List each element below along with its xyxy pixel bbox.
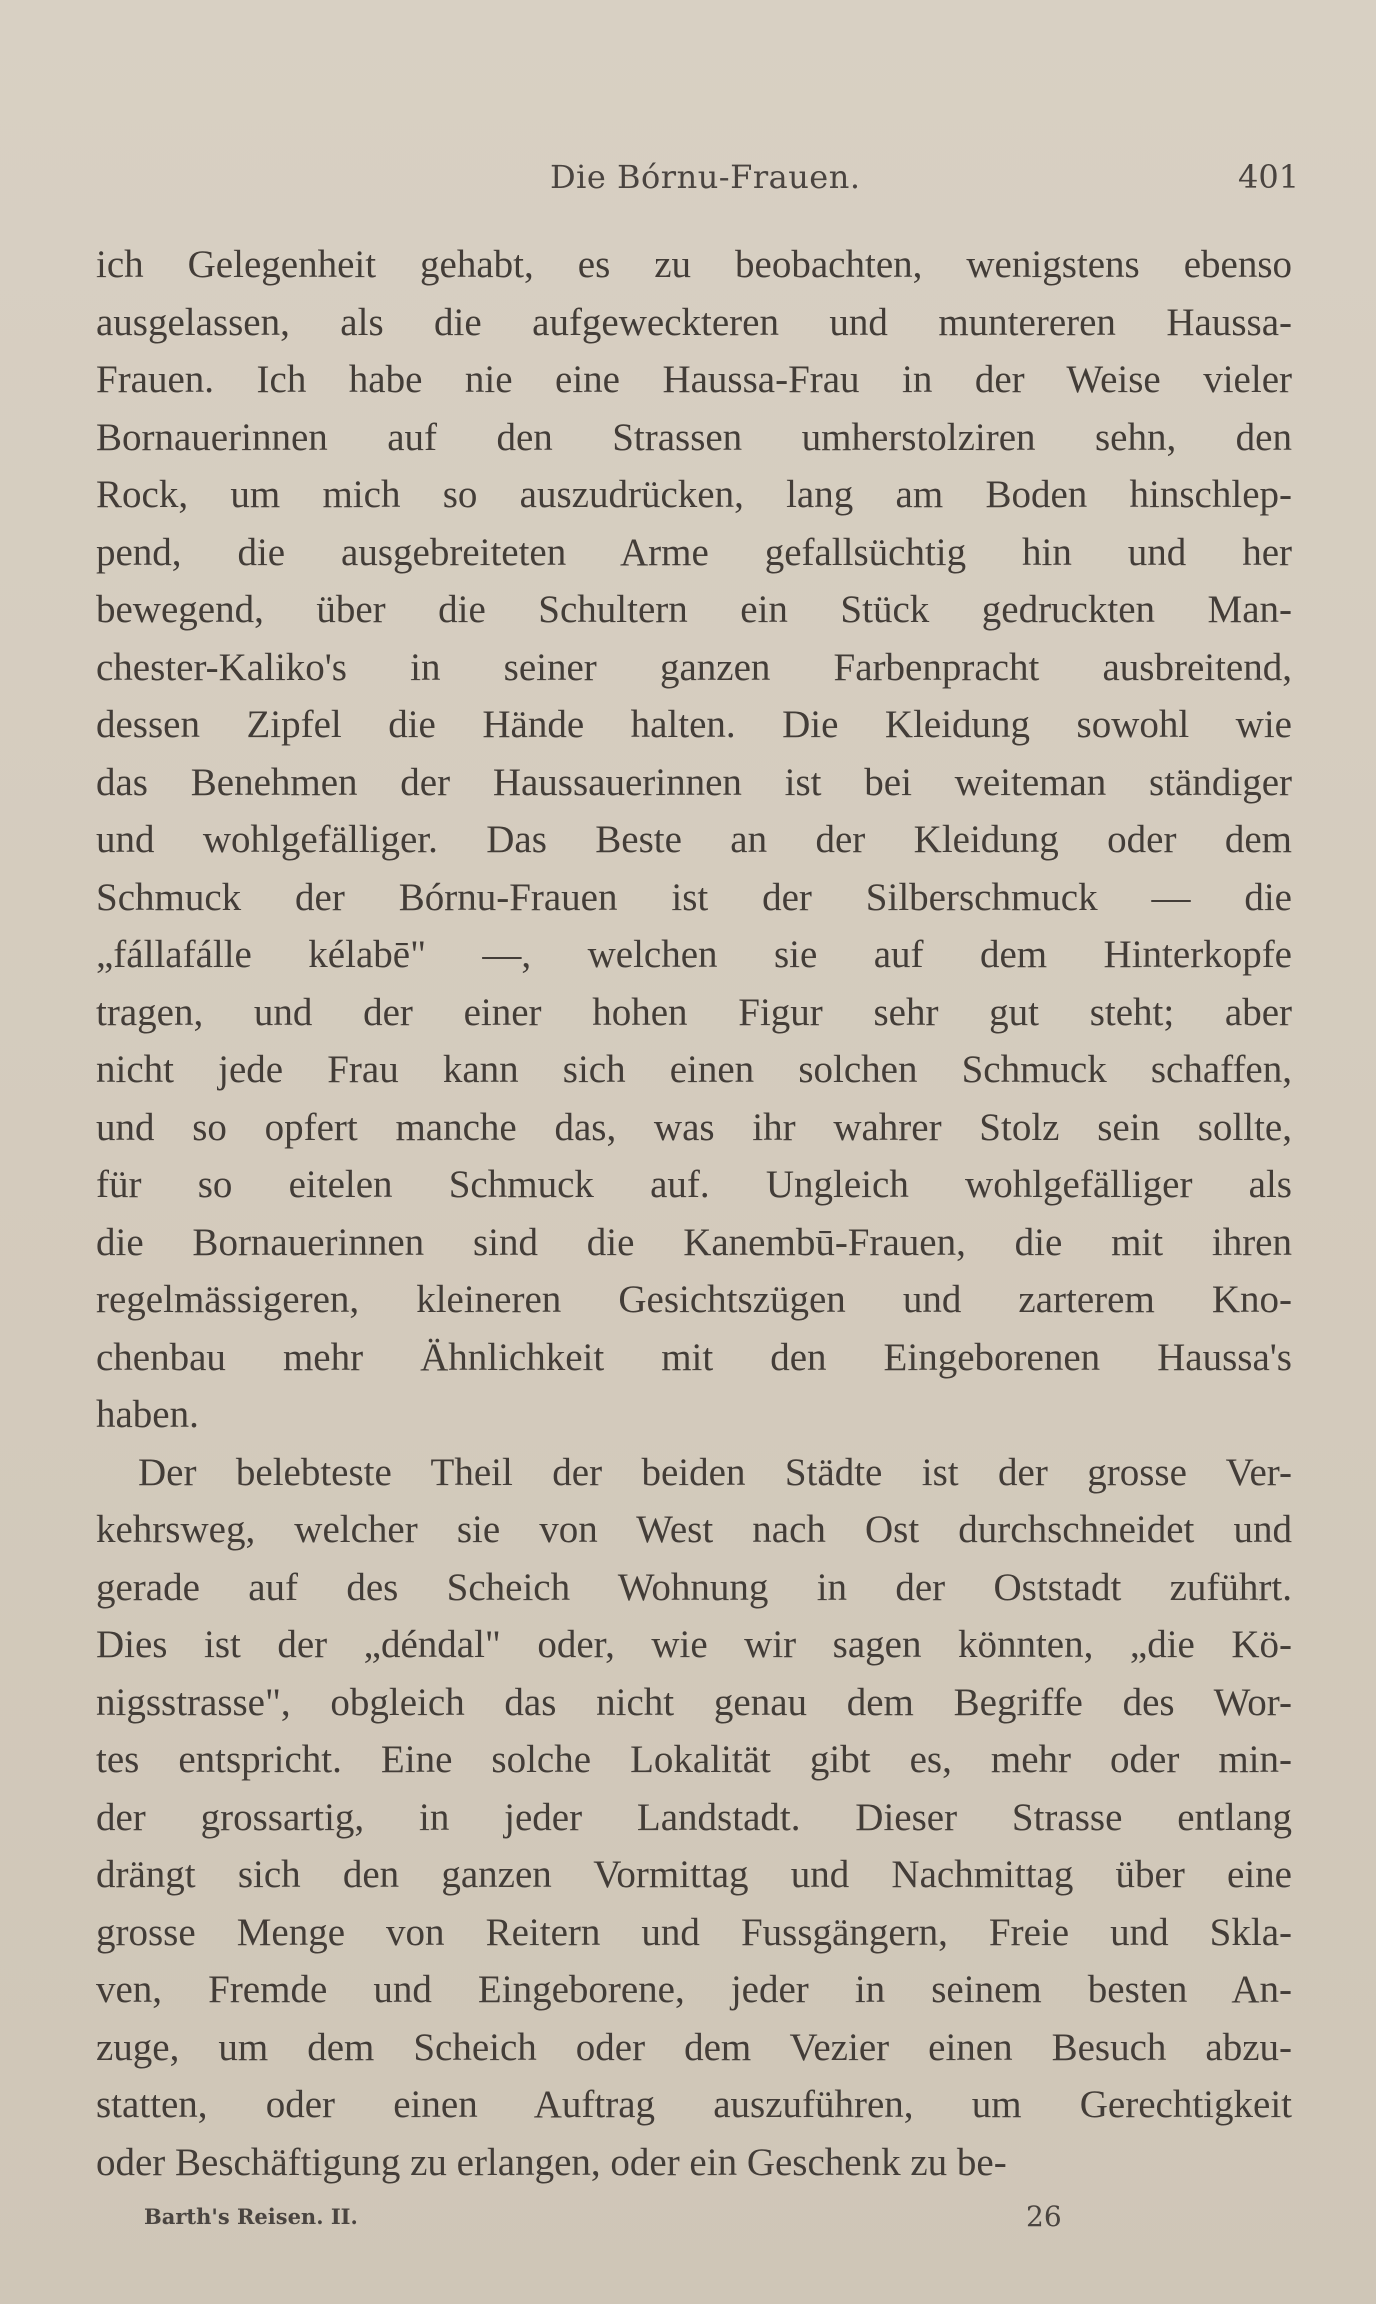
- text-line: Dies ist der „déndal" oder, wie wir sagen könnten, „die Kö-: [96, 1623, 1292, 1666]
- running-title: Die Bórnu-Frauen.: [550, 158, 861, 196]
- text-line: haben.: [96, 1393, 199, 1436]
- text-line: zuge, um dem Scheich oder dem Vezier einen Besuch abzu-: [96, 2025, 1292, 2069]
- text-line: ausgelassen, als die aufgeweckteren und muntereren Haussa-: [96, 300, 1292, 344]
- text-line: und wohlgefälliger. Das Beste an der Kleidung oder dem: [96, 818, 1292, 861]
- text-line: Der belebteste Theil der beiden Städte ist der grosse Ver-: [138, 1450, 1292, 1494]
- text-line: kehrsweg, welcher sie von West nach Ost durchschneidet und: [96, 1508, 1292, 1551]
- text-line: dessen Zipfel die Hände halten. Die Kleidung sowohl wie: [96, 703, 1292, 746]
- page-header: [0, 158, 1376, 202]
- text-line: tes entspricht. Eine solche Lokalität gibt es, mehr oder min-: [96, 1738, 1292, 1781]
- text-line: chenbau mehr Ähnlichkeit mit den Eingeborenen Haussa's: [96, 1335, 1292, 1379]
- text-line: grosse Menge von Reitern und Fussgängern, Freie und Skla-: [96, 1910, 1292, 1954]
- text-line: das Benehmen der Haussauerinnen ist bei weiteman ständiger: [96, 760, 1292, 804]
- signature-mark: Barth's Reisen. II.: [144, 2204, 358, 2229]
- text-line: ich Gelegenheit gehabt, es zu beobachten, wenigstens ebenso: [96, 243, 1292, 286]
- text-line: Frauen. Ich habe nie eine Haussa-Frau in der Weise vieler: [96, 358, 1292, 401]
- text-line: Schmuck der Bórnu-Frauen ist der Silberschmuck — die: [96, 875, 1292, 919]
- text-line: chester-Kaliko's in seiner ganzen Farbenpracht ausbreitend,: [96, 645, 1292, 689]
- text-line: die Bornauerinnen sind die Kanembū-Frauen, die mit ihren: [96, 1220, 1292, 1264]
- text-line: Rock, um mich so auszudrücken, lang am Boden hinschlep-: [96, 473, 1292, 516]
- page-number: 401: [1238, 158, 1300, 196]
- text-line: der grossartig, in jeder Landstadt. Dieser Strasse entlang: [96, 1795, 1292, 1839]
- text-line: für so eitelen Schmuck auf. Ungleich wohlgefälliger als: [96, 1163, 1292, 1206]
- text-line: tragen, und der einer hohen Figur sehr gut steht; aber: [96, 990, 1292, 1034]
- text-line: pend, die ausgebreiteten Arme gefallsüchtig hin und her: [96, 530, 1292, 574]
- text-line: und so opfert manche das, was ihr wahrer Stolz sein sollte,: [96, 1105, 1292, 1149]
- signature-number: 26: [1026, 2200, 1062, 2233]
- text-line: bewegend, über die Schultern ein Stück gedruckten Man-: [96, 588, 1292, 631]
- text-line: statten, oder einen Auftrag auszuführen, um Gerechtigkeit: [96, 2083, 1292, 2126]
- text-line: Bornauerinnen auf den Strassen umherstolziren sehn, den: [96, 415, 1292, 459]
- text-line: oder Beschäftigung zu erlangen, oder ein Geschenk zu be-: [96, 2140, 1007, 2184]
- text-line: gerade auf des Scheich Wohnung in der Oststadt zuführt.: [96, 1565, 1292, 1609]
- text-line: ven, Fremde und Eingeborene, jeder in seinem besten An-: [96, 1968, 1292, 2011]
- text-line: regelmässigeren, kleineren Gesichtszügen und zarterem Kno-: [96, 1278, 1292, 1321]
- paragraph: [96, 236, 1292, 1444]
- body-text: [96, 236, 1292, 2191]
- text-line: „fállafálle kélabē" —, welchen sie auf dem Hinterkopfe: [96, 933, 1292, 976]
- page-footer: [0, 2200, 1376, 2234]
- text-line: nicht jede Frau kann sich einen solchen Schmuck schaffen,: [96, 1048, 1292, 1091]
- text-line: nigsstrasse", obgleich das nicht genau dem Begriffe des Wor-: [96, 1680, 1292, 1724]
- paragraph: [96, 1444, 1292, 2192]
- text-line: drängt sich den ganzen Vormittag und Nachmittag über eine: [96, 1853, 1292, 1896]
